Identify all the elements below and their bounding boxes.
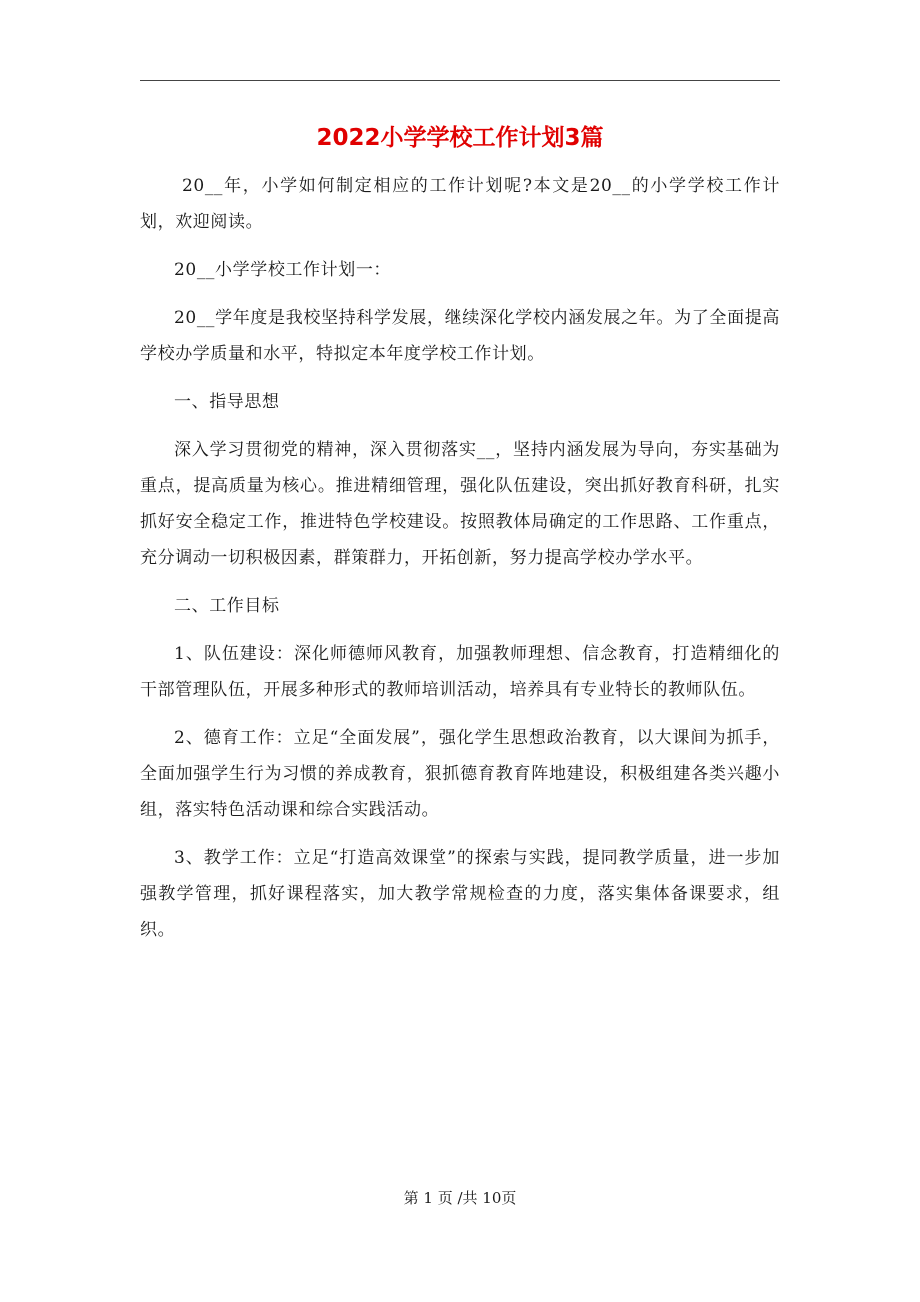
section-heading-guiding-ideology: 一、指导思想 [174, 392, 280, 412]
section-heading-work-goals: 二、工作目标 [174, 596, 280, 616]
plan-one-intro: 20__学年度是我校坚持科学发展，继续深化学校内涵发展之年。为了全面提高学校办学质量和水平，特拟定本年度学校工作计划。 [140, 308, 780, 364]
document-title: 2022小学学校工作计划3篇 [316, 125, 604, 151]
page-number-footer: 第 1 页 /共 10页 [403, 1189, 517, 1207]
goal-team-building: 1、队伍建设：深化师德师风教育，加强教师理想、信念教育，打造精细化的干部管理队伍，开展多种形式的教师培训活动，培养具有专业特长的教师队伍。 [140, 644, 780, 700]
document-body [140, 168, 780, 960]
guiding-ideology-paragraph: 深入学习贯彻党的精神，深入贯彻落实__，坚持内涵发展为导向，夯实基础为重点，提高质量为核心。推进精细管理，强化队伍建设，突出抓好教育科研，扎实抓好安全稳定工作，推进特色学校建设。按照教体局确定的工作思路、工作重点，充分调动一切积极因素，群策群力，开拓创新，努力提高学校办学水平。 [140, 440, 780, 568]
goal-moral-education: 2、德育工作：立足“全面发展”，强化学生思想政治教育，以大课间为抓手，全面加强学生行为习惯的养成教育，狠抓德育教育阵地建设，积极组建各类兴趣小组，落实特色活动课和综合实践活动。 [140, 728, 780, 820]
header-rule [140, 80, 780, 81]
intro-paragraph: 20__年，小学如何制定相应的工作计划呢?本文是20__的小学学校工作计划，欢迎阅读。 [140, 176, 780, 232]
plan-one-heading: 20__小学学校工作计划一： [174, 260, 392, 280]
goal-teaching-work: 3、教学工作：立足“打造高效课堂”的探索与实践，提同教学质量，进一步加强教学管理，抓好课程落实，加大教学常规检查的力度，落实集体备课要求，组织。 [140, 848, 780, 940]
